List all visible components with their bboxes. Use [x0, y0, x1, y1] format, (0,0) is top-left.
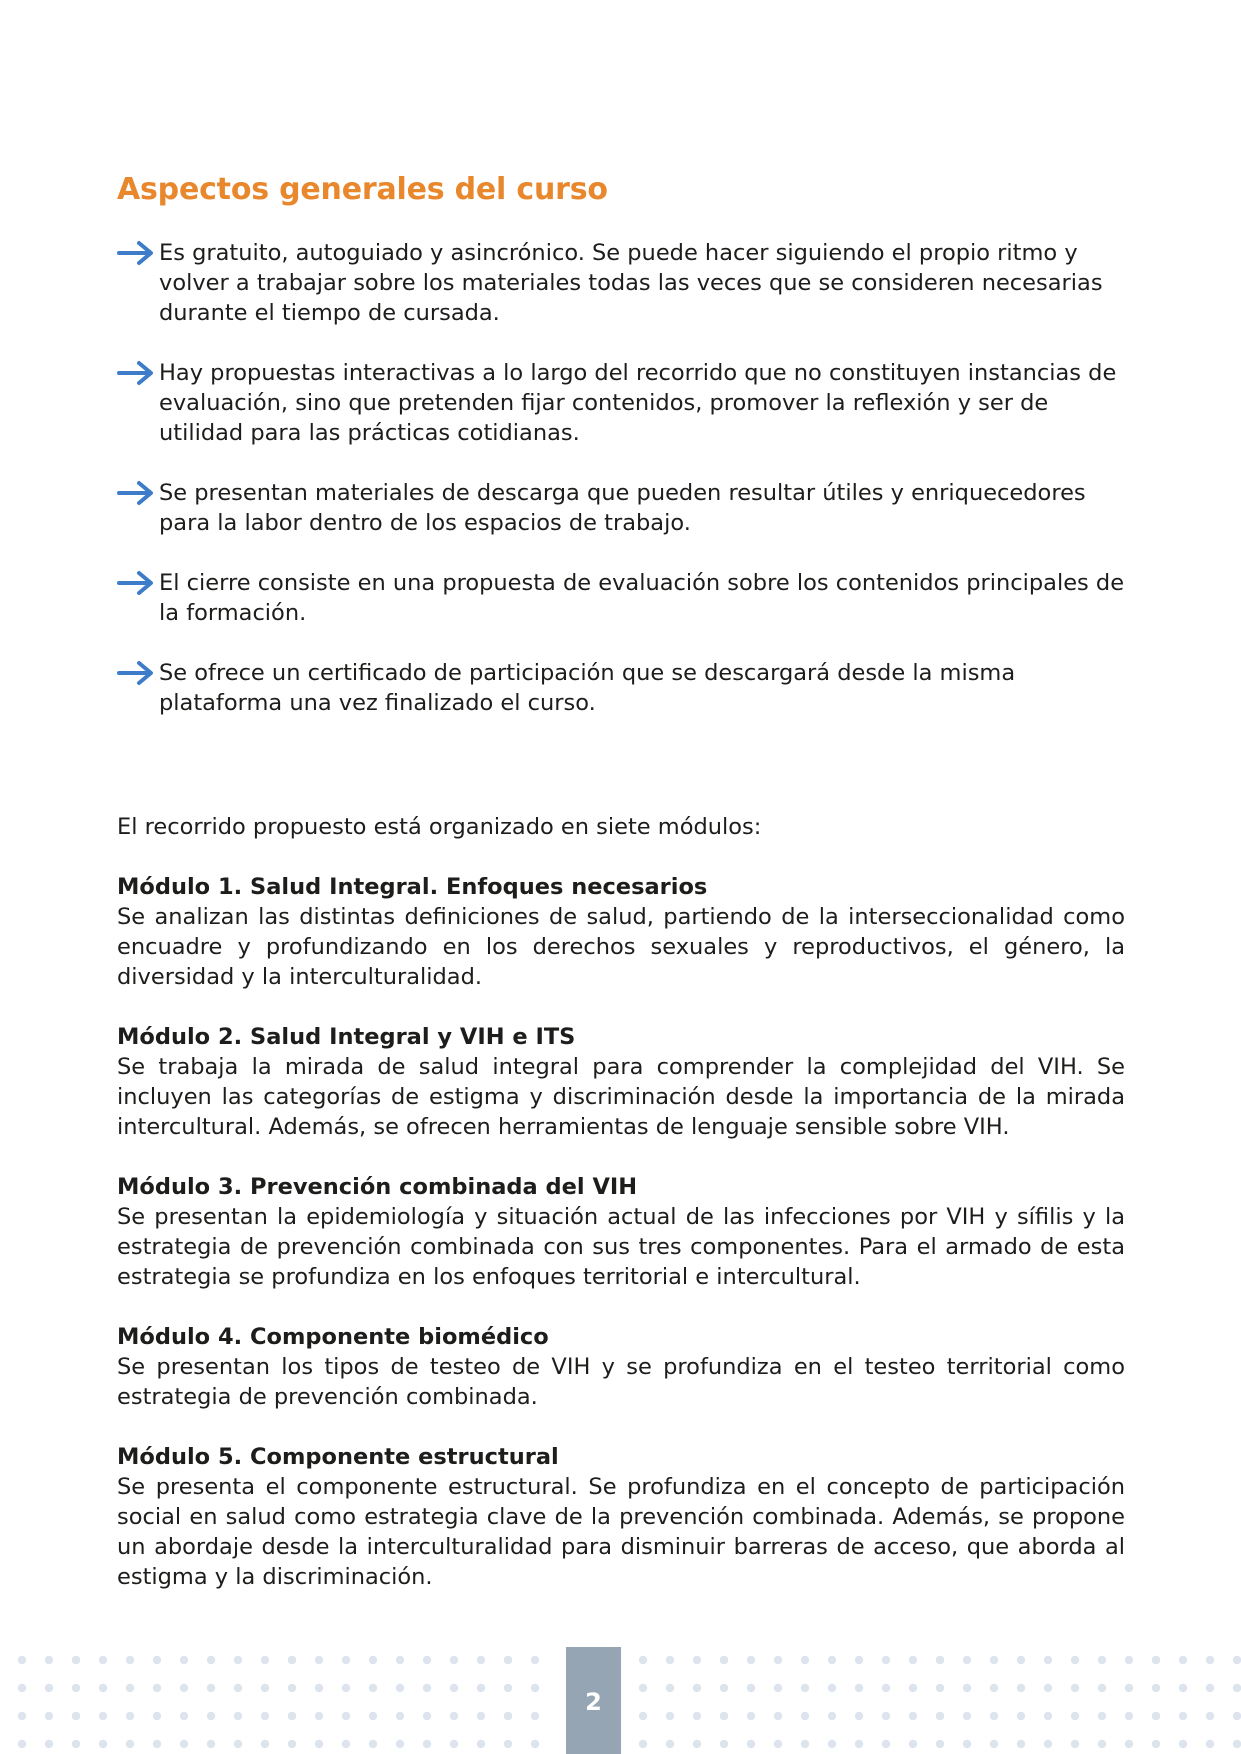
module-description: Se trabaja la mirada de salud integral para comprender la complejidad del VIH. Se incluyen las categorías de estigma y discriminación desde la importancia de la mirada intercultural. Además, se ofrecen herramientas de lenguaje sensible sobre VIH.	[117, 1054, 1125, 1140]
list-item	[117, 568, 1125, 628]
list-item	[117, 478, 1125, 538]
right-arrow-icon	[117, 660, 155, 686]
module-title: Módulo 3. Prevención combinada del VIH	[117, 1174, 638, 1200]
module-title: Módulo 1. Salud Integral. Enfoques necesarios	[117, 874, 708, 900]
list-item	[117, 358, 1125, 448]
module-description: Se presentan los tipos de testeo de VIH y se profundiza en el testeo territorial como estrategia de prevención combinada.	[117, 1354, 1125, 1410]
right-arrow-icon	[117, 240, 155, 266]
module-5	[117, 1442, 1125, 1592]
module-3	[117, 1172, 1125, 1292]
list-item	[117, 658, 1125, 718]
module-description: Se presentan la epidemiología y situación actual de las infecciones por VIH y sífilis y la estrategia de prevención combinada con sus tres componentes. Para el armado de esta estrategia se profundiza en los enfoques territorial e intercultural.	[117, 1204, 1125, 1290]
module-4	[117, 1322, 1125, 1412]
bullet-list	[117, 238, 1125, 748]
bullet-text: Hay propuestas interactivas a lo largo del recorrido que no constituyen instancias de evaluación, sino que pretenden fijar contenidos, promover la reflexión y ser de utilidad para las prácticas cotidianas.	[159, 360, 1117, 446]
bullet-text: Es gratuito, autoguiado y asincrónico. Se puede hacer siguiendo el propio ritmo y volver a trabajar sobre los materiales todas las veces que se consideren necesarias durante el tiempo de cursada.	[159, 240, 1103, 326]
module-2	[117, 1022, 1125, 1142]
right-arrow-icon	[117, 360, 155, 386]
module-title: Módulo 4. Componente biomédico	[117, 1324, 549, 1350]
bullet-text: Se ofrece un certificado de participación que se descargará desde la misma plataforma una vez finalizado el curso.	[159, 660, 1016, 716]
modules-list	[117, 872, 1125, 1622]
right-arrow-icon	[117, 480, 155, 506]
module-description: Se analizan las distintas definiciones de salud, partiendo de la interseccionalidad como encuadre y profundizando en los derechos sexuales y reproductivos, el género, la diversidad y la interculturalidad.	[117, 904, 1125, 990]
page-number: 2	[585, 1687, 602, 1716]
list-item	[117, 238, 1125, 328]
right-arrow-icon	[117, 570, 155, 596]
page-number-tab	[566, 1647, 621, 1754]
module-description: Se presenta el componente estructural. Se profundiza en el concepto de participación social en salud como estrategia clave de la prevención combinada. Además, se propone un abordaje desde la interculturalidad para disminuir barreras de acceso, que aborda al estigma y la discriminación.	[117, 1474, 1125, 1590]
section-title: Aspectos generales del curso	[117, 172, 608, 207]
module-1	[117, 872, 1125, 992]
bullet-text: Se presentan materiales de descarga que pueden resultar útiles y enriquecedores para la labor dentro de los espacios de trabajo.	[159, 480, 1086, 536]
bullet-text: El cierre consiste en una propuesta de evaluación sobre los contenidos principales de la formación.	[159, 570, 1125, 626]
module-title: Módulo 2. Salud Integral y VIH e ITS	[117, 1024, 576, 1050]
modules-intro: El recorrido propuesto está organizado en siete módulos:	[117, 814, 762, 840]
module-title: Módulo 5. Componente estructural	[117, 1444, 559, 1470]
